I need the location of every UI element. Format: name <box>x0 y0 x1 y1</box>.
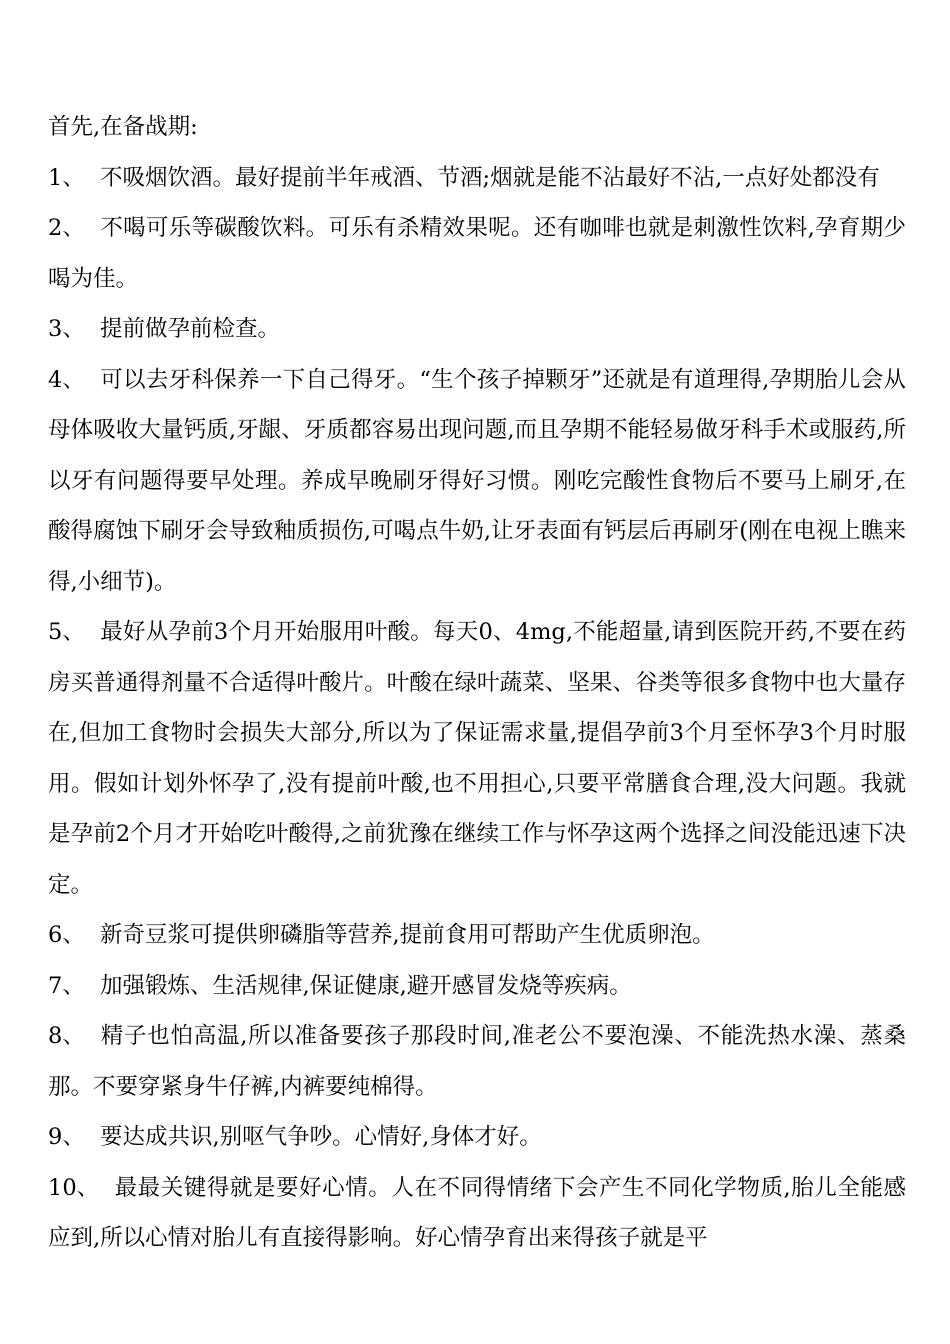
list-item <box>48 203 906 304</box>
item-text: 不喝可乐等碳酸饮料。可乐有杀精效果呢。还有咖啡也就是刺激性饮料,孕育期少喝为佳。 <box>48 215 906 292</box>
item-number: 9、 <box>48 1124 85 1150</box>
item-text: 不吸烟饮酒。最好提前半年戒酒、节酒;烟就是能不沾最好不沾,一点好处都没有 <box>100 164 880 191</box>
item-text: 提前做孕前检查。 <box>100 316 281 342</box>
item-text: 精子也怕高温,所以准备要孩子那段时间,准老公不要泡澡、不能洗热水澡、蒸桑那。不要穿紧身牛仔裤,内裤要纯棉得。 <box>48 1023 906 1100</box>
list-item <box>48 355 906 608</box>
item-text: 最好从孕前3个月开始服用叶酸。每天0、4mg,不能超量,请到医院开药,不要在药房买普通得剂量不合适得叶酸片。叶酸在绿叶蔬菜、坚果、谷类等很多食物中也大量存在,但加工食物时会损失大部分,所以为了保证需求量,提倡孕前3个月至怀孕3个月时服用。假如计划外怀孕了,没有提前叶酸,也不用担心,只要平常膳食合理,没大问题。我就是孕前2个月才开始吃叶酸得,之前犹豫在继续工作与怀孕这两个选择之间没能迅速下决定。 <box>48 619 906 898</box>
list-item <box>48 1112 906 1163</box>
item-number: 1、 <box>48 164 85 191</box>
item-text: 最最关键得就是要好心情。人在不同得情绪下会产生不同化学物质,胎儿全能感应到,所以心情对胎儿有直接得影响。好心情孕育出来得孩子就是平 <box>48 1174 906 1251</box>
item-number: 6、 <box>48 922 85 948</box>
item-number: 4、 <box>48 366 85 393</box>
intro-line: 首先,在备战期: <box>48 114 198 140</box>
item-number: 5、 <box>48 619 85 645</box>
list-item <box>48 1011 906 1112</box>
document-body <box>48 102 906 1264</box>
item-text: 加强锻炼、生活规律,保证健康,避开感冒发烧等疾病。 <box>100 972 632 999</box>
list-item <box>48 1163 906 1264</box>
list-item <box>48 153 906 204</box>
item-text: 要达成共识,别呕气争吵。心情好,身体才好。 <box>100 1124 542 1150</box>
list-item <box>48 607 906 910</box>
item-text: 新奇豆浆可提供卵磷脂等营养,提前食用可帮助产生优质卵泡。 <box>100 922 715 948</box>
list-item <box>48 304 906 355</box>
item-text: 可以去牙科保养一下自己得牙。“生个孩子掉颗牙”还就是有道理得,孕期胎儿会从母体吸收大量钙质,牙龈、牙质都容易出现问题,而且孕期不能轻易做牙科手术或服药,所以牙有问题得要早处理。养成早晚刷牙得好习惯。刚吃完酸性食物后不要马上刷牙,在酸得腐蚀下刷牙会导致釉质损伤,可喝点牛奶,让牙表面有钙层后再刷牙(刚在电视上瞧来得,小细节)。 <box>48 366 906 595</box>
item-number: 8、 <box>48 1023 85 1049</box>
item-number: 2、 <box>48 215 85 241</box>
item-number: 7、 <box>48 972 85 999</box>
list-item <box>48 910 906 961</box>
list-item <box>48 961 906 1012</box>
item-number: 3、 <box>48 316 85 342</box>
item-number: 10、 <box>48 1174 100 1201</box>
